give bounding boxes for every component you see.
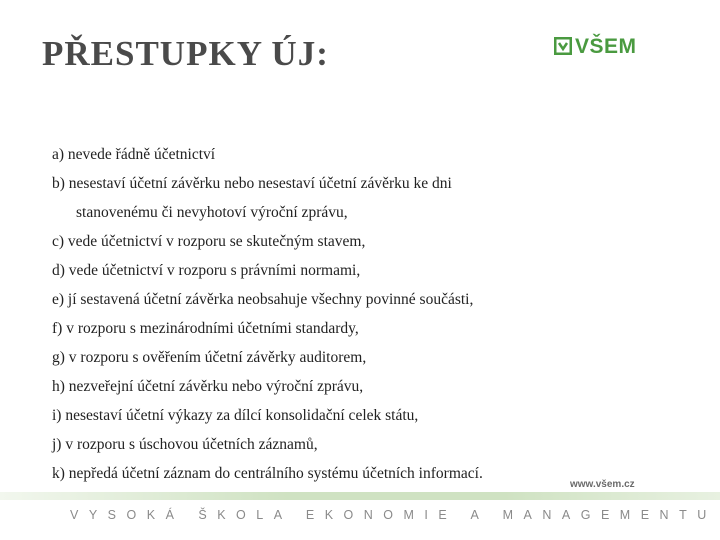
list-item: f) v rozporu s mezinárodními účetními standardy,: [52, 320, 359, 337]
footer-school-name: VYSOKÁ ŠKOLA EKONOMIE A MANAGEMENTU: [70, 508, 717, 522]
footer-bar: [0, 492, 720, 500]
list-item: c) vede účetnictví v rozporu se skutečným stavem,: [52, 233, 366, 250]
list-item: k) nepředá účetní záznam do centrálního systému účetních informací.: [52, 465, 483, 482]
list-item: g) v rozporu s ověřením účetní závěrky auditorem,: [52, 349, 367, 366]
vsem-logo-mark-icon: [554, 37, 572, 55]
slide-title: PŘESTUPKY ÚJ:: [42, 34, 329, 73]
offense-list: [52, 140, 682, 488]
list-item-continuation: stanovenému či nevyhotoví výroční zprávu,: [76, 204, 348, 221]
footer-url: www.všem.cz: [570, 479, 635, 490]
list-item: b) nesestaví účetní závěrku nebo nesestaví účetní závěrku ke dni: [52, 175, 452, 192]
list-item: j) v rozporu s úschovou účetních záznamů,: [52, 436, 318, 453]
list-item: e) jí sestavená účetní závěrka neobsahuje všechny povinné součásti,: [52, 291, 474, 308]
list-item: i) nesestaví účetní výkazy za dílcí konsolidační celek státu,: [52, 407, 419, 424]
list-item: a) nevede řádně účetnictví: [52, 146, 216, 163]
logo-text: VŠEM: [575, 34, 637, 58]
list-item: h) nezveřejní účetní závěrku nebo výroční zprávu,: [52, 378, 364, 395]
list-item: d) vede účetnictví v rozporu s právními normami,: [52, 262, 361, 279]
vsem-logo: [554, 35, 654, 57]
